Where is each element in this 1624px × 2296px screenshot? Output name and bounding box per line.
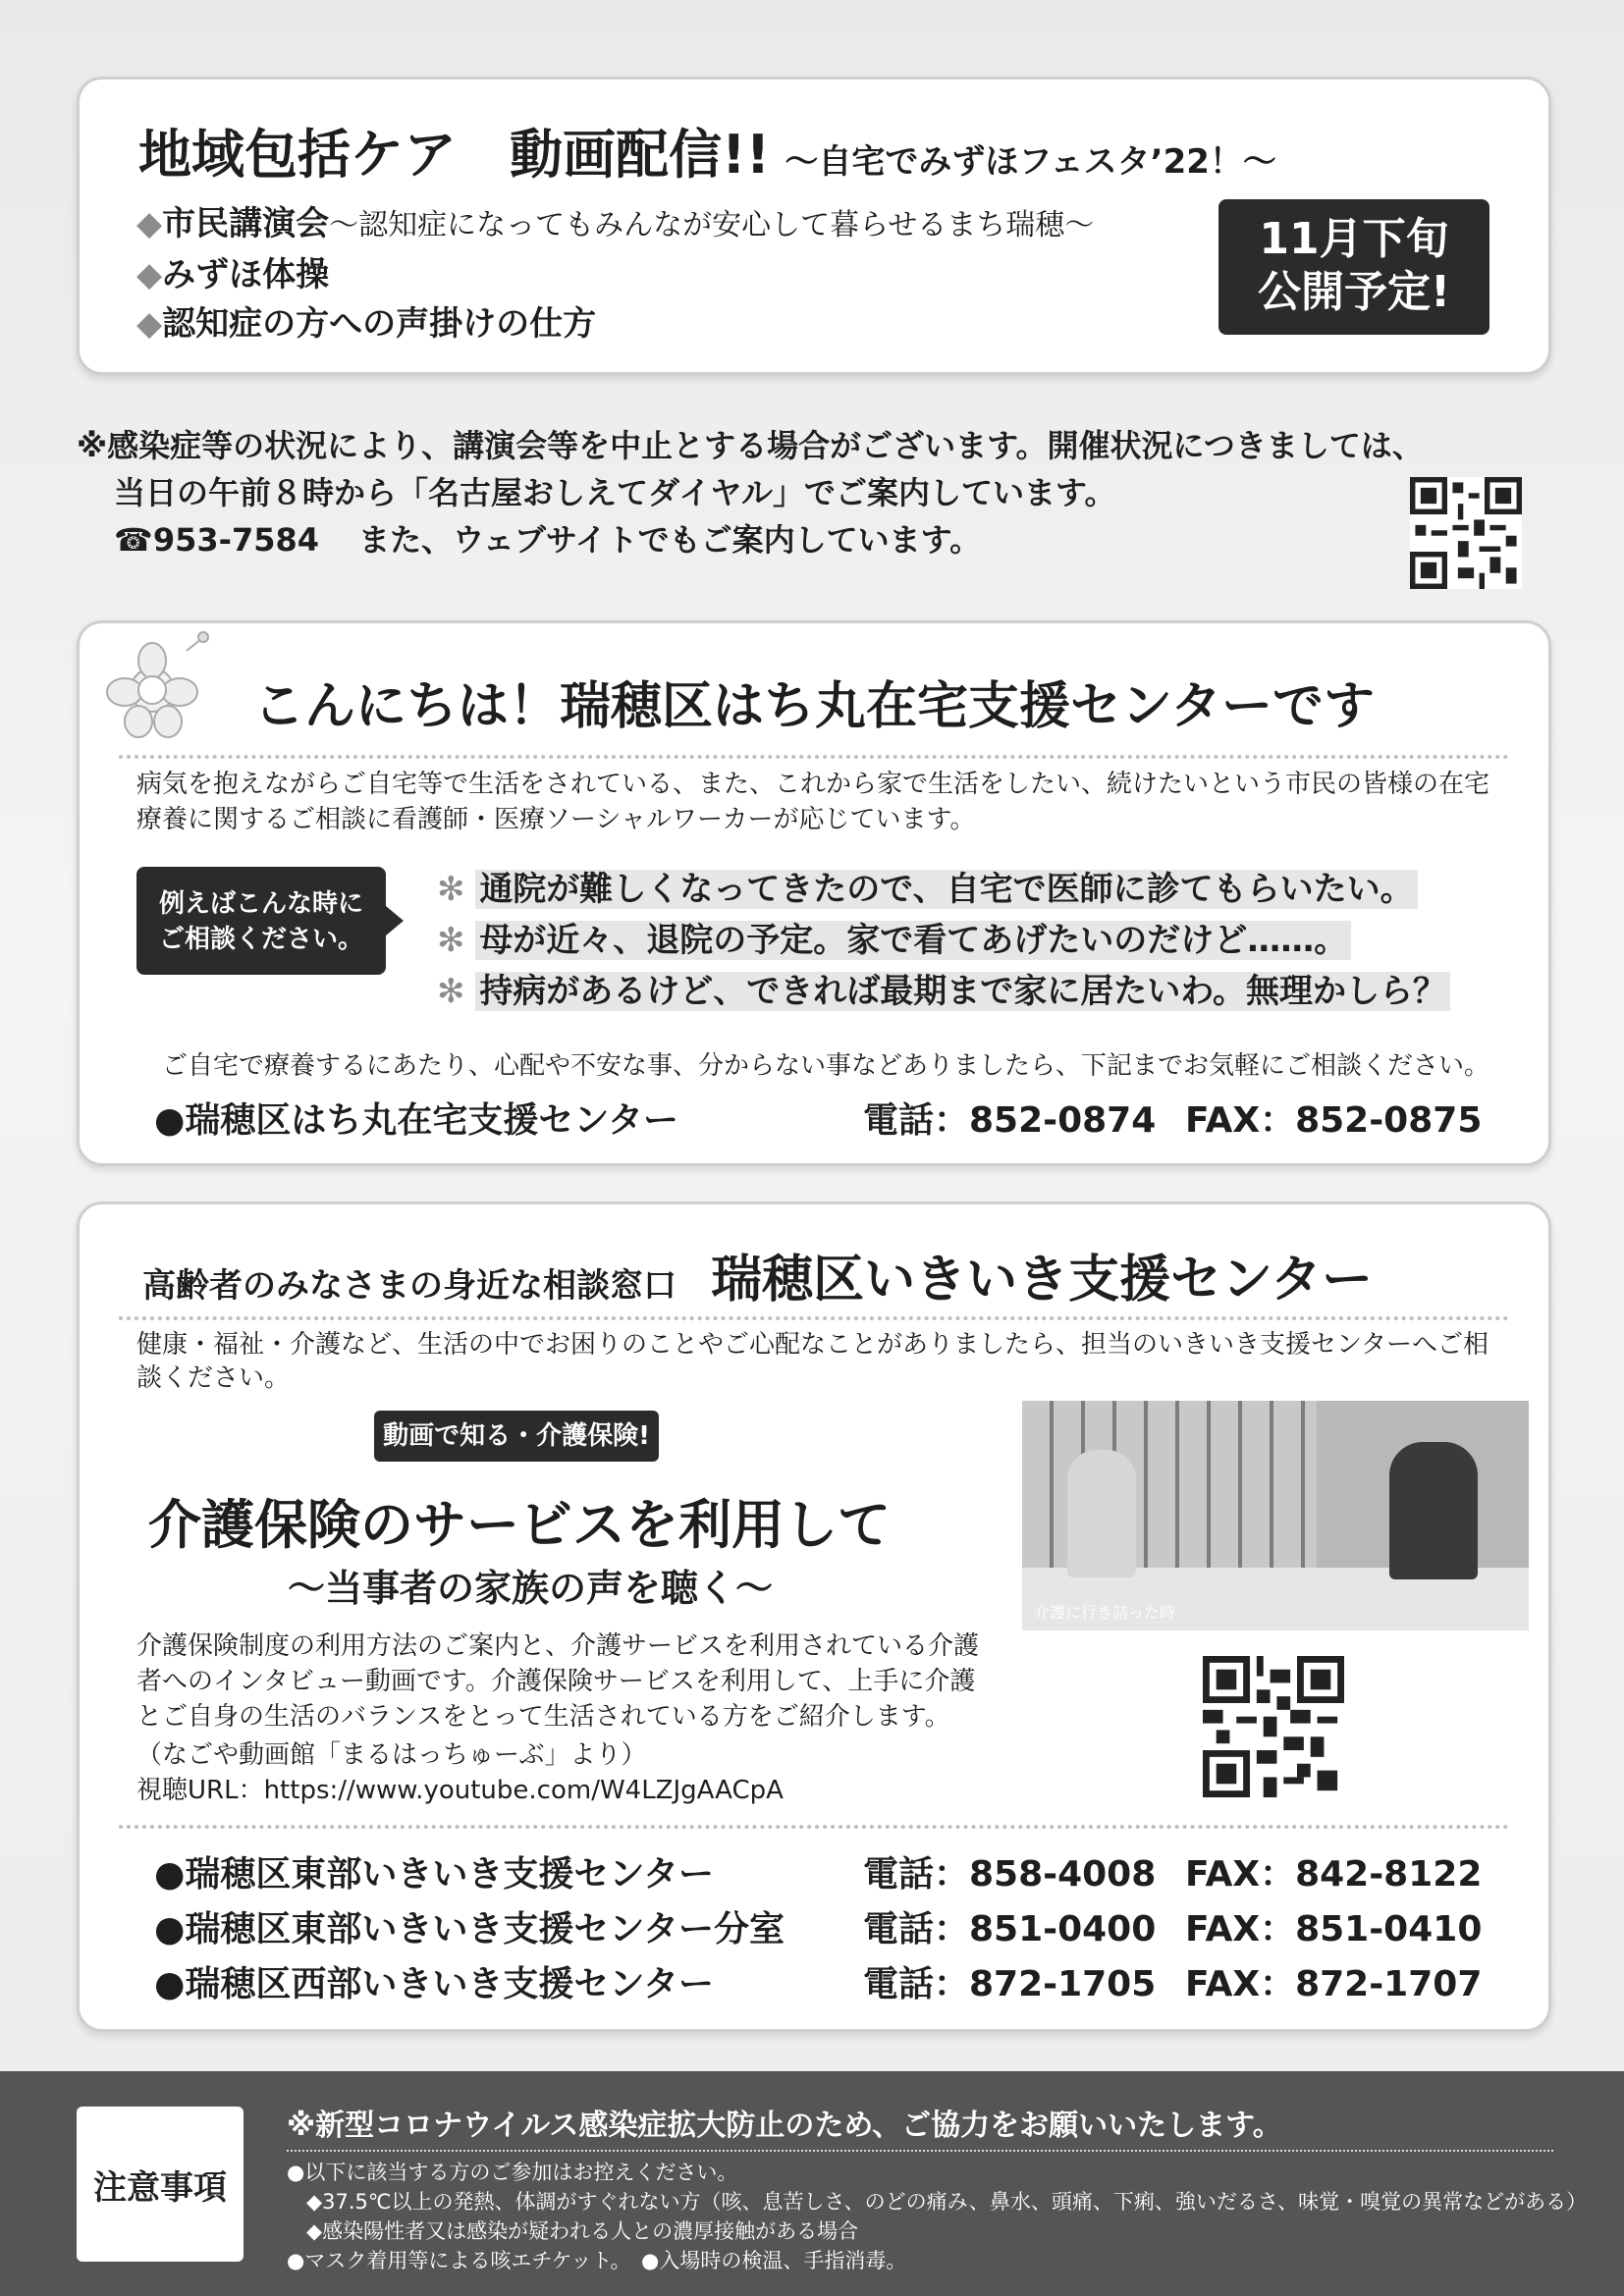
festa-item [136, 250, 1094, 299]
example-line2: ご相談ください。 [158, 925, 363, 954]
hachimaru-contact-name: ●瑞穂区はち丸在宅支援センター [154, 1100, 678, 1141]
ikiiki-contact-fax: FAX：851-0410 [1185, 1909, 1483, 1949]
notice-line1: ※感染症等の状況により、講演会等を中止とする場合がございます。開催状況につきましては、 [77, 427, 1424, 464]
person-right [1389, 1442, 1478, 1579]
festa-item-sub: ～認知症になってもみんなが安心して暮らせるまち瑞穂～ [329, 208, 1095, 242]
ikiiki-contact-name: ●瑞穂区東部いきいき支援センター [154, 1854, 714, 1895]
notice-phone: ☎953-7584 [114, 521, 319, 559]
festa-item-title: 認知症の方への声掛けの仕方 [162, 304, 597, 344]
festa-item-title: みずほ体操 [162, 255, 330, 294]
festa-box [77, 77, 1551, 375]
release-badge-line1: 11月下旬 [1259, 214, 1449, 264]
example-callout [136, 867, 386, 975]
caution-lines [287, 2158, 1587, 2275]
video-label: 動画で知る・介護保険! [374, 1411, 659, 1462]
video-qr-code[interactable] [1203, 1656, 1344, 1797]
ikiiki-contact-tel[interactable]: 電話：851-0400 [863, 1909, 1157, 1949]
caution-label-box [77, 2107, 244, 2262]
case-text: 母が近々、退院の予定。家で看てあげたいのだけど……。 [475, 921, 1351, 960]
ikiiki-contact-name: ●瑞穂区西部いきいき支援センター [154, 1964, 714, 2004]
divider [119, 1825, 1509, 1829]
ikiiki-box [77, 1201, 1551, 2032]
festa-item [136, 199, 1094, 250]
case-text: 通院が難しくなってきたので、自宅で医師に診てもらいたい。 [475, 870, 1417, 909]
caution-footer [0, 2071, 1624, 2296]
ikiiki-contact-fax: FAX：872-1707 [1185, 1964, 1483, 2004]
festa-subtitle: ～自宅でみずほフェスタ’22！～ [785, 142, 1276, 182]
hachimaru-contact-tel[interactable]: 電話：852-0874 [863, 1100, 1157, 1141]
hachimaru-box [77, 620, 1551, 1166]
notice-line3-row [114, 516, 1549, 563]
caution-line: ◆37.5℃以上の発熱、体調がすぐれない方（咳、息苦しさ、のどの痛み、鼻水、頭痛、下痢、強いだるさ、味覚・嗅覚の異常などがある） [306, 2190, 1588, 2214]
caution-divider [287, 2150, 1553, 2152]
caution-line: ◆感染陽性者又は感染が疑われる人との濃厚接触がある場合 [306, 2219, 859, 2243]
case-item [437, 916, 1450, 965]
person-left [1067, 1450, 1136, 1577]
case-item [437, 865, 1450, 914]
caution-line: ●マスク着用等による咳エチケット。 ●入場時の検温、手指消毒。 [287, 2249, 907, 2272]
festa-title: 地域包括ケア 動画配信!! [138, 124, 771, 186]
photo-caption: 介護に行き詰った時 [1034, 1603, 1176, 1622]
video-title: 介護保険のサービスを利用して [148, 1494, 891, 1556]
video-url[interactable]: 視聴URL：https://www.youtube.com/W4LZJgAACpA [136, 1776, 784, 1805]
asterisk-icon: ✻ [437, 921, 465, 960]
hachimaru-note: ご自宅で療養するにあたり、心配や不安な事、分からない事などありましたら、下記までお気軽にご相談ください。 [162, 1051, 1490, 1081]
hachimaru-title: こんにちは！瑞穂区はち丸在宅支援センターです [253, 677, 1375, 736]
caution-line: ●以下に該当する方のご参加はお控えください。 [287, 2161, 738, 2184]
notice-line2: 当日の午前８時から「名古屋おしえてダイヤル」でご案内しています。 [114, 474, 1116, 511]
hachimaru-intro: 病気を抱えながらご自宅等で生活をされている、また、これから家で生活をしたい、続けたいという市民の皆様の在宅療養に関するご相談に看護師・医療ソーシャルワーカーが応じています。 [136, 770, 1490, 834]
website-qr-code[interactable] [1410, 477, 1522, 589]
case-text: 持病があるけど、できれば最期まで家に居たいわ。無理かしら？ [475, 972, 1450, 1011]
release-badge-line2: 公開予定! [1257, 267, 1451, 317]
notice [77, 422, 1549, 563]
festa-item [136, 299, 1094, 348]
diamond-icon: ◆ [136, 255, 163, 294]
example-line1: 例えばこんな時に [158, 889, 363, 919]
case-item [437, 967, 1450, 1016]
ikiiki-contact-fax: FAX：842-8122 [1185, 1854, 1483, 1895]
ikiiki-header-small: 高齢者のみなさまの身近な相談窓口 [142, 1266, 677, 1306]
ikiiki-contact-tel[interactable]: 電話：872-1705 [863, 1964, 1157, 2004]
festa-title-row [138, 113, 1276, 188]
festa-list [136, 199, 1094, 348]
ikiiki-intro: 健康・福祉・介護など、生活の中でお困りのことやご心配なことがありましたら、担当のいきいき支援センターへご相談ください。 [136, 1330, 1489, 1393]
divider [119, 1316, 1509, 1320]
asterisk-icon: ✻ [437, 972, 465, 1011]
festa-item-title: 市民講演会 [162, 204, 330, 243]
video-subtitle: ～当事者の家族の声を聴く～ [288, 1567, 774, 1610]
hachimaru-contact-fax: FAX：852-0875 [1185, 1100, 1483, 1141]
interview-photo[interactable] [1022, 1401, 1529, 1630]
release-badge [1218, 199, 1489, 335]
ikiiki-header-big: 瑞穂区いきいき支援センター [711, 1251, 1374, 1309]
ikiiki-contact-tel[interactable]: 電話：858-4008 [863, 1854, 1157, 1895]
diamond-icon: ◆ [136, 204, 163, 243]
diamond-icon: ◆ [136, 304, 163, 344]
ikiiki-header [142, 1238, 1373, 1311]
video-desc: 介護保険制度の利用方法のご案内と、介護サービスを利用されている介護者へのインタビュー動画です。介護保険サービスを利用して、上手に介護とご自身の生活のバランスをとって生活されている方をご紹介します。 [136, 1631, 980, 1732]
caution-title: ※新型コロナウイルス感染症拡大防止のため、ご協力をお願いいたします。 [287, 2109, 1282, 2143]
video-source: （なごや動画館「まるはっちゅーぶ」より） [136, 1740, 647, 1770]
ikiiki-contact-name: ●瑞穂区東部いきいき支援センター分室 [154, 1909, 785, 1949]
caution-label: 注意事項 [93, 2167, 227, 2208]
callout-arrow [386, 906, 404, 935]
notice-line3: また、ウェブサイトでもご案内しています。 [358, 521, 982, 559]
asterisk-icon: ✻ [437, 870, 465, 909]
case-list [437, 865, 1450, 1016]
divider [119, 755, 1509, 759]
